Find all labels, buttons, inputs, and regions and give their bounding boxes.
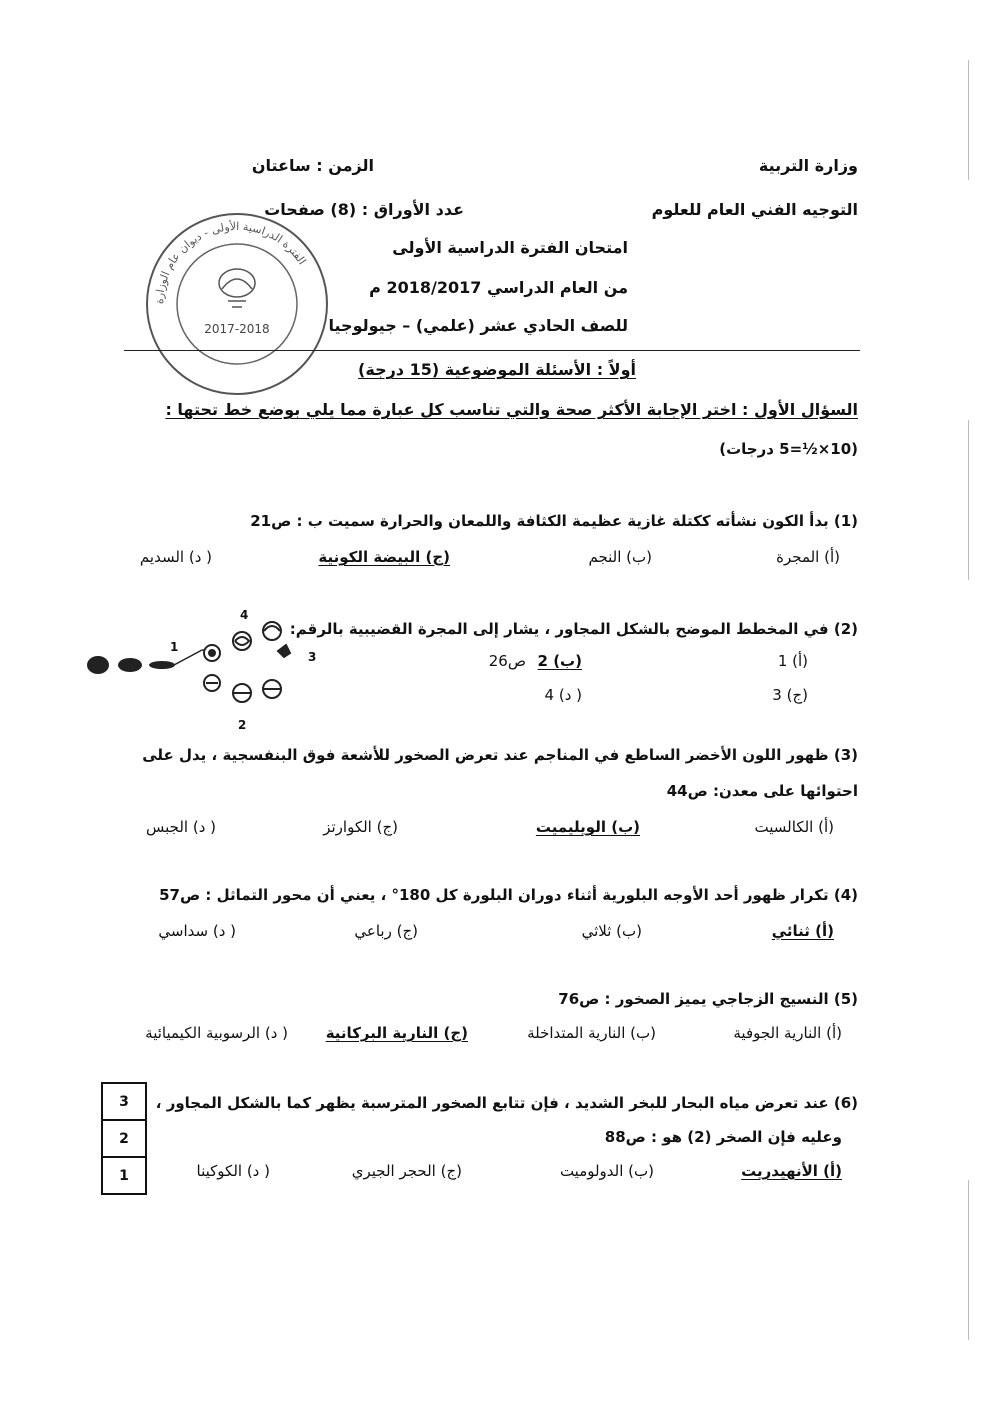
q4-stem: (4) تكرار ظهور أحد الأوجه البلورية أثناء دوران البلورة كل 180° ، يعني أن محور التماثل : ص57 (159, 886, 858, 904)
q5-stem: (5) النسيج الزجاجي يميز الصخور : ص76 (558, 990, 858, 1008)
q3-stem-line2: احتوائها على معدن: ص44 (666, 782, 858, 800)
q4-option-d[interactable]: ( د) سداسي (158, 922, 236, 940)
q3-option-b[interactable]: (ب) الويليميت (535, 818, 640, 836)
figure-label-2: 2 (238, 718, 247, 732)
q2-option-c[interactable]: (ج) 3 (772, 686, 808, 704)
q5-option-d[interactable]: ( د) الرسوبية الكيميائية (145, 1024, 288, 1042)
galaxy-classification-figure (82, 605, 322, 735)
rock-layer-3: 3 (101, 1082, 147, 1119)
spiral-galaxy-row (204, 622, 281, 661)
page-count: عدد الأوراق : (8) صفحات (264, 200, 464, 219)
question-one-marks: (10×½=5 درجات) (719, 440, 858, 458)
exam-year: من العام الدراسي 2018/2017 م (369, 278, 628, 297)
svg-text:الفترة الدراسية الأولى - ديوان (153, 219, 309, 304)
ministry-name: وزارة التربية (758, 156, 858, 175)
scan-edge-line (968, 1180, 969, 1340)
q6-stem-line2: وعليه فإن الصخر (2) هو : ص88 (604, 1128, 842, 1146)
q1-option-a[interactable]: (أ) المجرة (776, 548, 840, 566)
q1-option-c[interactable]: (ج) البيضة الكونية (318, 548, 450, 566)
q2-page-ref: ص26 (488, 652, 526, 670)
q3-option-d[interactable]: ( د) الجبس (146, 818, 216, 836)
figure-label-4: 4 (240, 608, 249, 622)
q2-option-b[interactable]: (ب) 2 (537, 652, 582, 670)
q6-option-d[interactable]: ( د) الكوكينا (196, 1162, 270, 1180)
elliptical-galaxy-e0 (87, 656, 109, 674)
q5-option-c[interactable]: (ج) النارية البركانية (325, 1024, 468, 1042)
q2-option-d[interactable]: ( د) 4 (544, 686, 582, 704)
emblem-icon (219, 269, 255, 307)
figure-label-3: 3 (308, 650, 317, 664)
q1-option-d[interactable]: ( د) السديم (139, 548, 212, 566)
irregular-galaxy (278, 645, 290, 657)
exam-title: امتحان الفترة الدراسية الأولى (392, 238, 628, 257)
q4-option-b[interactable]: (ب) ثلاثي (581, 922, 642, 940)
q1-option-b[interactable]: (ب) النجم (588, 548, 652, 566)
elliptical-galaxy-e3 (118, 658, 142, 672)
q5-option-b[interactable]: (ب) النارية المتداخلة (527, 1024, 656, 1042)
section-title: أولاً : الأسئلة الموضوعية (15 درجة) (358, 360, 636, 379)
q3-option-a[interactable]: (أ) الكالسيت (754, 818, 834, 836)
q3-option-c[interactable]: (ج) الكوارتز (323, 818, 398, 836)
q4-option-c[interactable]: (ج) رباعي (354, 922, 418, 940)
q2-option-a[interactable]: (أ) 1 (777, 652, 808, 670)
figure-label-1: 1 (170, 640, 179, 654)
q6-option-c[interactable]: (ج) الحجر الجيري (351, 1162, 462, 1180)
rock-layer-1: 1 (101, 1156, 147, 1195)
stamp-year: 2017-2018 (204, 322, 270, 336)
q6-option-a[interactable]: (أ) الأنهيدريت (741, 1162, 842, 1180)
barred-spiral-galaxy-row (204, 675, 281, 702)
scan-edge-line (968, 60, 969, 180)
question-one-heading: السؤال الأول : اختر الإجابة الأكثر صحة والتي تناسب كل عبارة مما يلي بوضع خط تحتها : (165, 400, 858, 419)
directorate-name: التوجيه الفني العام للعلوم (651, 200, 858, 219)
q5-option-a[interactable]: (أ) النارية الجوفية (733, 1024, 842, 1042)
q4-option-a[interactable]: (أ) ثنائي (771, 922, 834, 940)
rock-sequence-figure (101, 1082, 147, 1195)
q1-stem: (1) بدأ الكون نشأته ككتلة غازية عظيمة الكثافة واللمعان والحرارة سميت ب : ص21 (250, 512, 858, 530)
header-divider (124, 350, 860, 351)
exam-grade: للصف الحادي عشر (علمي) – جيولوجيا (328, 316, 628, 335)
q6-stem-line1: (6) عند تعرض مياه البحار للبخر الشديد ، فإن تتابع الصخور المترسبة يظهر كما بالشكل المجاور ، (155, 1094, 858, 1112)
elliptical-galaxy-e7 (149, 661, 175, 669)
q2-stem: (2) في المخطط الموضح بالشكل المجاور ، يشار إلى المجرة القضيبية بالرقم: (289, 620, 858, 638)
stamp-ring-text: الفترة الدراسية الأولى - ديوان عام الوزارة (152, 219, 309, 305)
scan-edge-line (968, 420, 969, 580)
time-allowed: الزمن : ساعتان (251, 156, 374, 175)
q3-stem-line1: (3) ظهور اللون الأخضر الساطع في المناجم عند تعرض الصخور للأشعة فوق البنفسجية ، يدل على (142, 746, 858, 764)
q6-option-b[interactable]: (ب) الدولوميت (559, 1162, 654, 1180)
rock-layer-2: 2 (101, 1119, 147, 1156)
official-stamp (142, 209, 332, 399)
